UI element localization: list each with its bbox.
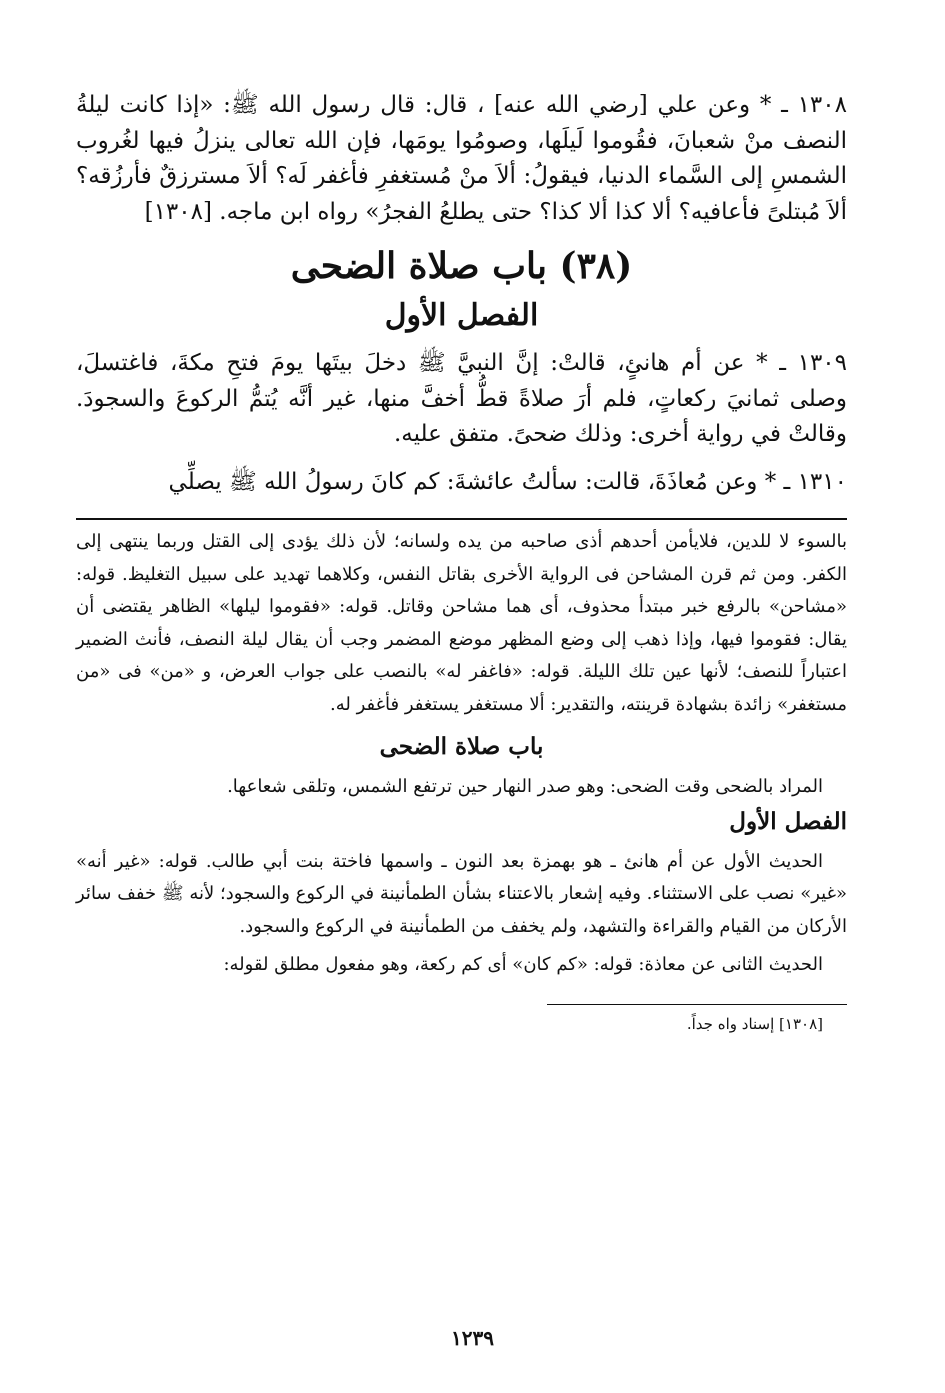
footnote: [١٣٠٨] إسناد واه جداً. [686, 1014, 823, 1033]
hadith-1308: ١٣٠٨ ـ * وعن علي [رضي الله عنه] ، قال: قال رسول الله ﷺ: «إذا كانت ليلةُ النصف منْ شعبانَ، فقُوموا لَيلَها، وصومُوا يومَها، فإن الله تعالى ينزلُ فيها لغُروب الشمسِ إلى السَّماء الدنيا، فيقولُ: ألاَ منْ مُستغفرِ فأغفر لَه؟ ألاَ مسترزقٌ فأرزُقه؟ ألاَ مُبتلىً فأعافيه؟ ألا كذا ألا كذا؟ حتى يطلعُ الفجرُ» رواه ابن ماجه. [١٣٠٨] [76, 92, 847, 225]
commentary-paragraph-3: الحديث الثانى عن معاذة: قوله: «كم كان» أى كم ركعة، وهو مفعول مطلق لقوله: [223, 954, 823, 975]
commentary-definition: المراد بالضحى وقت الضحى: وهو صدر النهار حين ترتفع الشمس، وتلقى شعاعها. [227, 776, 823, 797]
section-title: الفصل الأول [384, 298, 539, 333]
page-number: ١٢٣٩ [451, 1326, 494, 1350]
commentary-paragraph-1: بالسوء لا للدين، فلايأمن أحدهم أذى صاحبه من يده ولسانه؛ لأن ذلك يؤدى إلى القتل وربما ينتهى إلى الكفر. ومن ثم قرن المشاحن فى الرواية الأخرى بقاتل النفس، وكلاهما تهديد على سبيل التغليظ. قوله: «مشاحن» بالرفع خبر مبتدأ محذوف، أى هما مشاحن وقاتل. قوله: «فقوموا ليلها» الظاهر يقتضى أن يقال: فقوموا فيها، وإذا ذهب إلى وضع المظهر موضع المضمر وجب أن يقال ليلة النصف، فأنث الضمير اعتباراً للنصف؛ لأنها عين تلك الليلة. قوله: «فاغفر له» بالنصب على جواب العرض، و «من» فى «من مستغفر» زائدة بشهادة قرينته، والتقدير: ألا مستغفر يستغفر فأغفر له. [76, 531, 847, 715]
main-text-separator [76, 518, 847, 520]
hadith-1310: ١٣١٠ ـ * وعن مُعاذَةَ، قالت: سألتُ عائشةَ: كم كانَ رسولُ الله ﷺ يصلِّي [168, 468, 847, 495]
commentary-section-title: الفصل الأول [729, 807, 847, 835]
footnote-separator [547, 1004, 847, 1005]
commentary-chapter-title: باب صلاة الضحى [379, 733, 544, 760]
commentary-paragraph-2: الحديث الأول عن أم هانئ ـ هو بهمزة بعد النون ـ واسمها فاختة بنت أبي طالب. قوله: «غير أنه» «غير» نصب على الاستثناء. وفيه إشعار بالاعتناء بشأن الطمأنينة في الركوع والسجود؛ لأنه ﷺ خفف سائر الأركان من القيام والقراءة والتشهد، ولم يخفف من الطمأنينة في الركوع والسجود. [76, 850, 847, 937]
chapter-title: (٣٨) باب صلاة الضحى [290, 245, 633, 287]
commentary-block [76, 526, 847, 982]
hadith-1309: ١٣٠٩ ـ * عن أم هانئٍ، قالتْ: إنَّ النبيَّ ﷺ دخلَ بيتَها يومَ فتحِ مكةَ، فاغتسلَ، وصلى ثمانيَ ركعاتٍ، فلم أرَ صلاةً قطُّ أخفَّ منها، غير أنَّه يُتمُّ الركوعَ والسجودَ. وقالتْ في رواية أخرى: وذلك ضحىً. متفق عليه. [76, 350, 848, 447]
